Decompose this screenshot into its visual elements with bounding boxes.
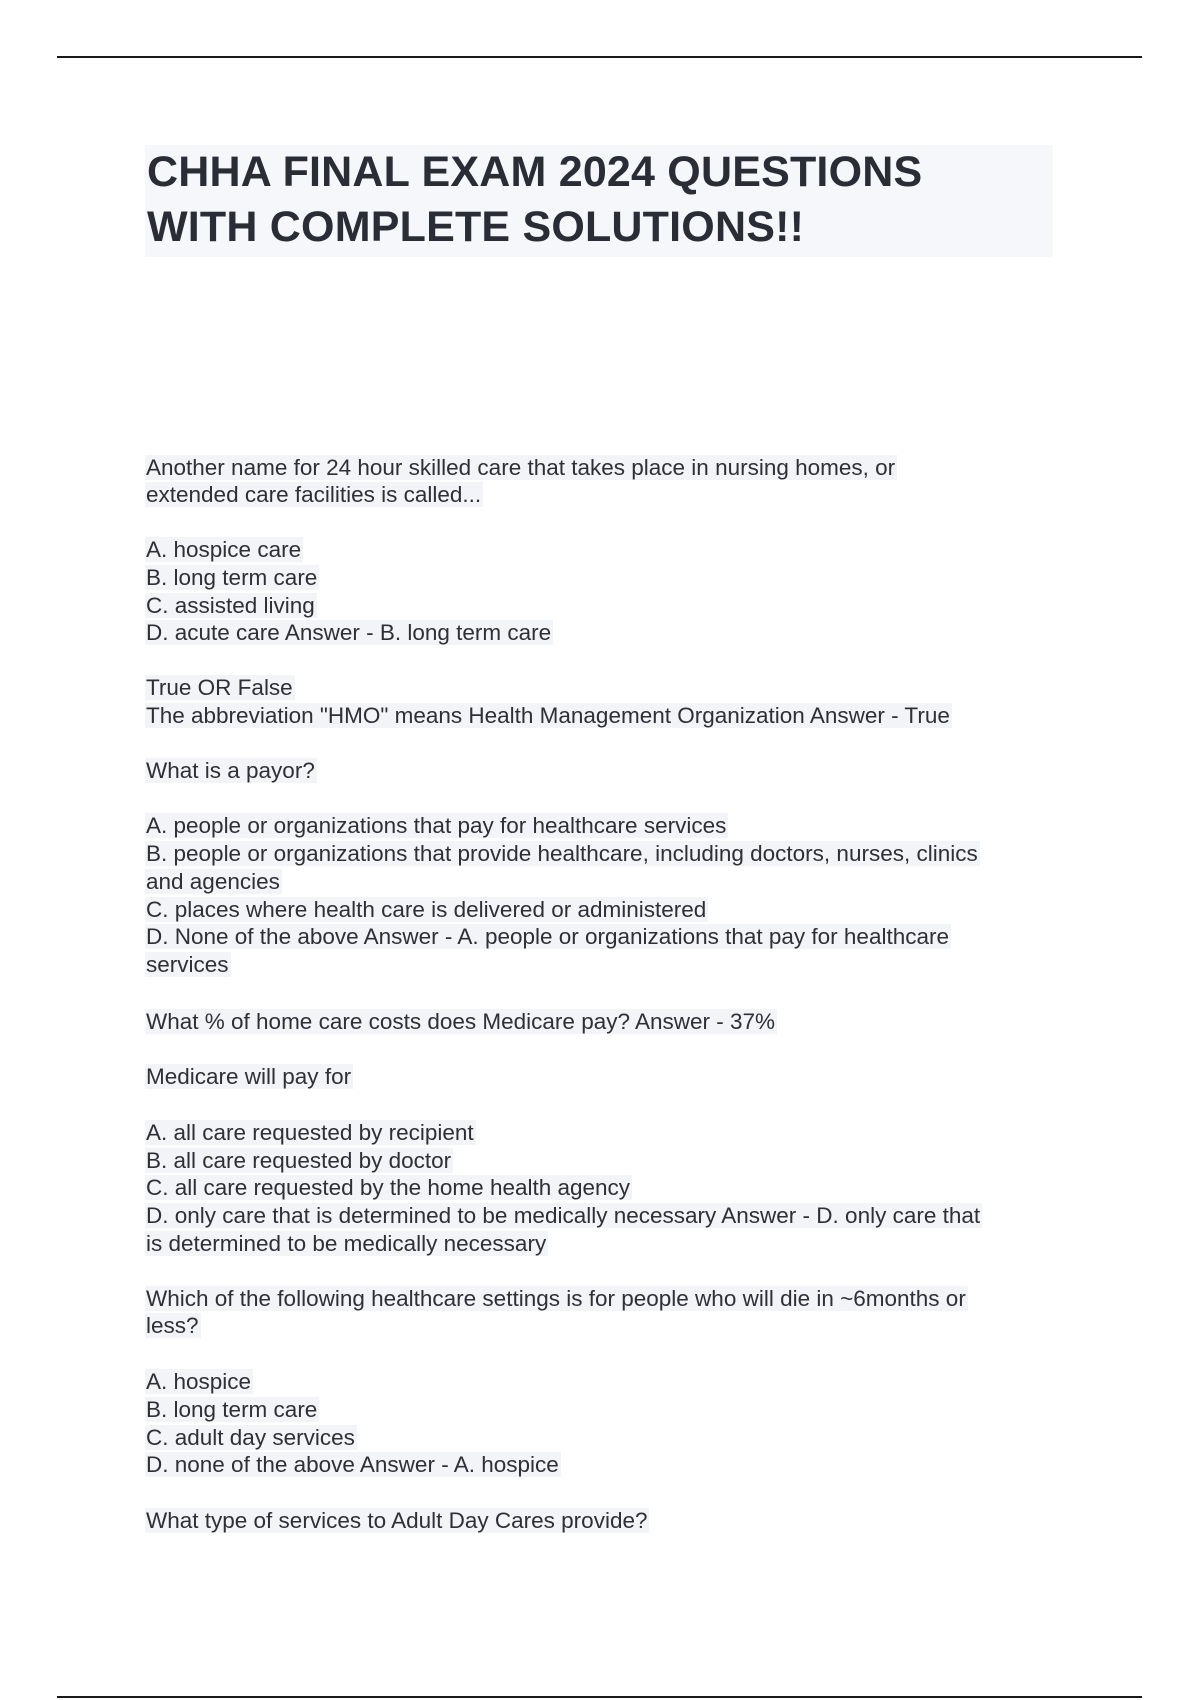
document-title-line-2: WITH COMPLETE SOLUTIONS!!: [147, 203, 805, 251]
question-text: What type of services to Adult Day Cares provide?: [146, 1508, 648, 1533]
answer-option: A. hospice care: [146, 537, 302, 562]
bottom-rule: [57, 1696, 1142, 1698]
answer-option: B. all care requested by doctor: [146, 1148, 452, 1173]
answer-option: C. places where health care is delivered or administered: [146, 897, 707, 922]
answer-option: B. people or organizations that provide healthcare, including doctors, nurses, clinics: [146, 841, 978, 866]
question-text: Which of the following healthcare settings is for people who will die in ~6months or: [146, 1286, 966, 1311]
answer-option: A. hospice: [146, 1369, 252, 1394]
answer-option-with-answer: is determined to be medically necessary: [146, 1231, 547, 1256]
answer-option-with-answer: D. acute care Answer - B. long term care: [146, 620, 552, 645]
answer-option: A. people or organizations that pay for healthcare services: [146, 813, 727, 838]
answer-option: A. all care requested by recipient: [146, 1120, 474, 1145]
document-title-line-1: CHHA FINAL EXAM 2024 QUESTIONS: [147, 148, 923, 196]
question-text: What is a payor?: [146, 758, 315, 783]
top-rule: [57, 56, 1142, 58]
question-text: True OR False: [146, 675, 293, 700]
answer-option: B. long term care: [146, 565, 318, 590]
answer-option: B. long term care: [146, 1397, 318, 1422]
answer-option-with-answer: services: [146, 952, 229, 977]
question-text: Medicare will pay for: [146, 1064, 352, 1089]
answer-option: and agencies: [146, 869, 280, 894]
question-text-with-answer: The abbreviation "HMO" means Health Management Organization Answer - True: [146, 703, 950, 728]
answer-option: C. assisted living: [146, 593, 315, 618]
answer-option: C. all care requested by the home health agency: [146, 1175, 631, 1200]
question-text: Another name for 24 hour skilled care that takes place in nursing homes, or: [146, 455, 896, 480]
answer-option: C. adult day services: [146, 1425, 355, 1450]
answer-option-with-answer: D. none of the above Answer - A. hospice: [146, 1452, 559, 1477]
answer-option-with-answer: D. None of the above Answer - A. people or organizations that pay for healthcare: [146, 924, 949, 949]
question-text-with-answer: What % of home care costs does Medicare pay? Answer - 37%: [146, 1009, 776, 1034]
question-text: less?: [146, 1313, 199, 1338]
answer-option-with-answer: D. only care that is determined to be medically necessary Answer - D. only care that: [146, 1203, 981, 1228]
question-text: extended care facilities is called...: [146, 482, 482, 507]
